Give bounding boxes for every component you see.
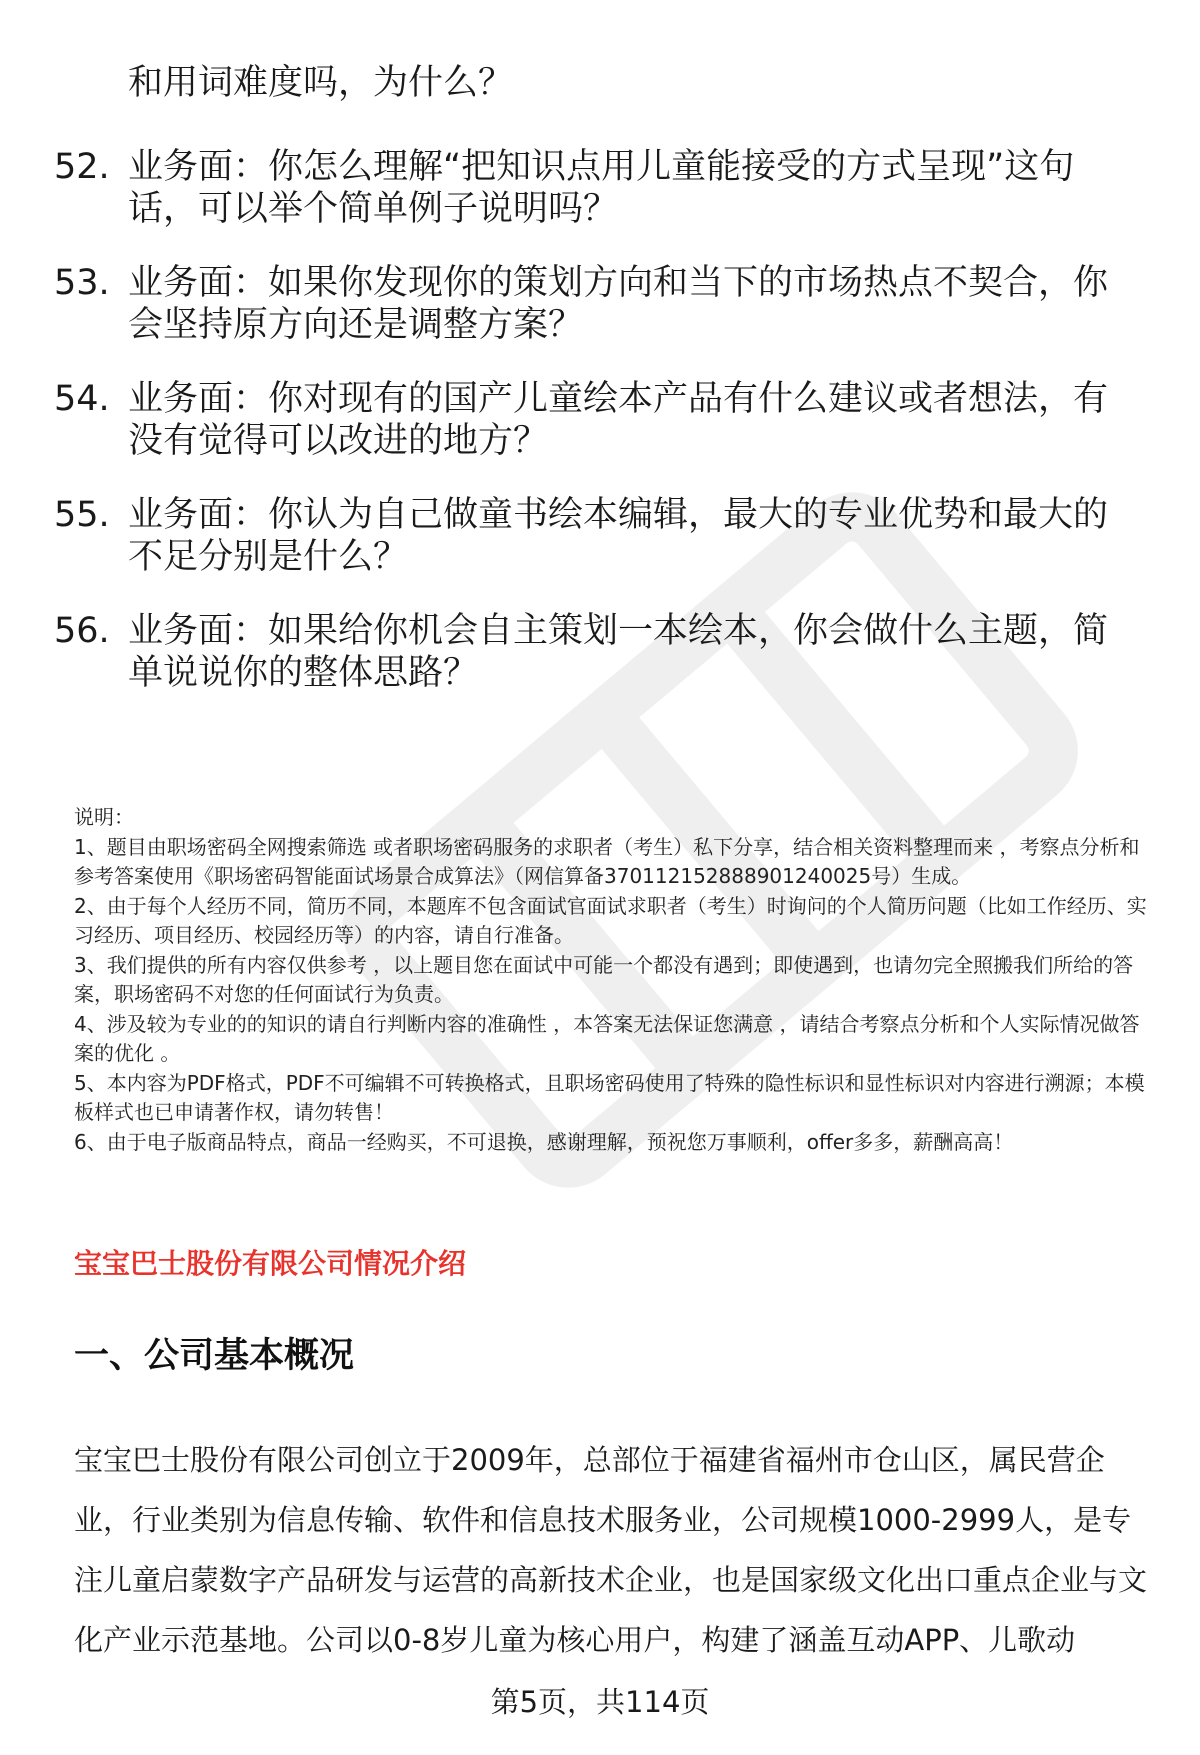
question-text: 业务面：如果你发现你的策划方向和当下的市场热点不契合，你会坚持原方向还是调整方案？ — [128, 263, 1109, 345]
question-list — [0, 146, 1200, 726]
note-item: 6、由于电子版商品特点，商品一经购买，不可退换，感谢理解，预祝您万事顺利，offer多多，薪酬高高！ — [74, 1129, 1014, 1154]
notes-section — [74, 803, 1154, 1157]
question-item — [0, 146, 1200, 230]
note-item: 3、我们提供的所有内容仅供参考 ，以上题目您在面试中可能一个都没有遇到；即使遇到，也请勿完全照搬我们所给的答案，职场密码不对您的任何面试行为负责。 — [74, 952, 1134, 1006]
question-text: 业务面：你对现有的国产儿童绘本产品有什么建议或者想法，有没有觉得可以改进的地方？ — [128, 379, 1109, 461]
note-item: 5、本内容为PDF格式，PDF不可编辑不可转换格式，且职场密码使用了特殊的隐性标识和显性标识对内容进行溯源；本模板样式也已申请著作权，请勿转售！ — [74, 1070, 1145, 1124]
question-item — [0, 262, 1200, 346]
notes-heading: 说明： — [74, 805, 134, 829]
note-item: 4、涉及较为专业的的知识的请自行判断内容的准确性 ，本答案无法保证您满意 ，请结合考察点分析和个人实际情况做答案的优化 。 — [74, 1011, 1140, 1065]
question-number: 53. — [54, 263, 110, 303]
question-number: 56. — [54, 611, 110, 651]
company-overview-paragraph: 宝宝巴士股份有限公司创立于2009年，总部位于福建省福州市仓山区，属民营企业，行业类别为信息传输、软件和信息技术服务业，公司规模1000-2999人，是专注儿童启蒙数字产品研发与运营的高新技术企业，也是国家级文化出口重点企业与文化产业示范基地。公司以0-8岁儿童为核心用户，构建了涵盖互动APP、儿歌动 — [74, 1443, 1148, 1657]
question-item — [0, 378, 1200, 462]
company-intro-title: 宝宝巴士股份有限公司情况介绍 — [74, 1247, 467, 1280]
question-text: 业务面：你怎么理解“把知识点用儿童能接受的方式呈现”这句话，可以举个简单例子说明吗？ — [128, 147, 1075, 229]
question-number: 52. — [54, 147, 110, 187]
note-item: 1、题目由职场密码全网搜索筛选 或者职场密码服务的求职者（考生）私下分享，结合相关资料整理而来 ，考察点分析和参考答案使用《职场密码智能面试场景合成算法》（网信算备370112152888901240025号）生成。 — [74, 834, 1140, 888]
section-heading: 一、公司基本概况 — [74, 1336, 355, 1376]
question-continuation: 和用词难度吗，为什么？ — [128, 63, 514, 103]
question-number: 54. — [54, 379, 110, 419]
question-text: 业务面：你认为自己做童书绘本编辑，最大的专业优势和最大的不足分别是什么？ — [128, 495, 1109, 577]
question-text: 业务面：如果给你机会自主策划一本绘本，你会做什么主题，简单说说你的整体思路？ — [128, 611, 1109, 693]
note-item: 2、由于每个人经历不同，简历不同，本题库不包含面试官面试求职者（考生）时询问的个人简历问题（比如工作经历、实习经历、项目经历、校园经历等）的内容，请自行准备。 — [74, 893, 1147, 947]
question-number: 55. — [54, 495, 110, 535]
page-footer: 第5页，共114页 — [490, 1685, 710, 1719]
question-item — [0, 610, 1200, 694]
question-item — [0, 494, 1200, 578]
